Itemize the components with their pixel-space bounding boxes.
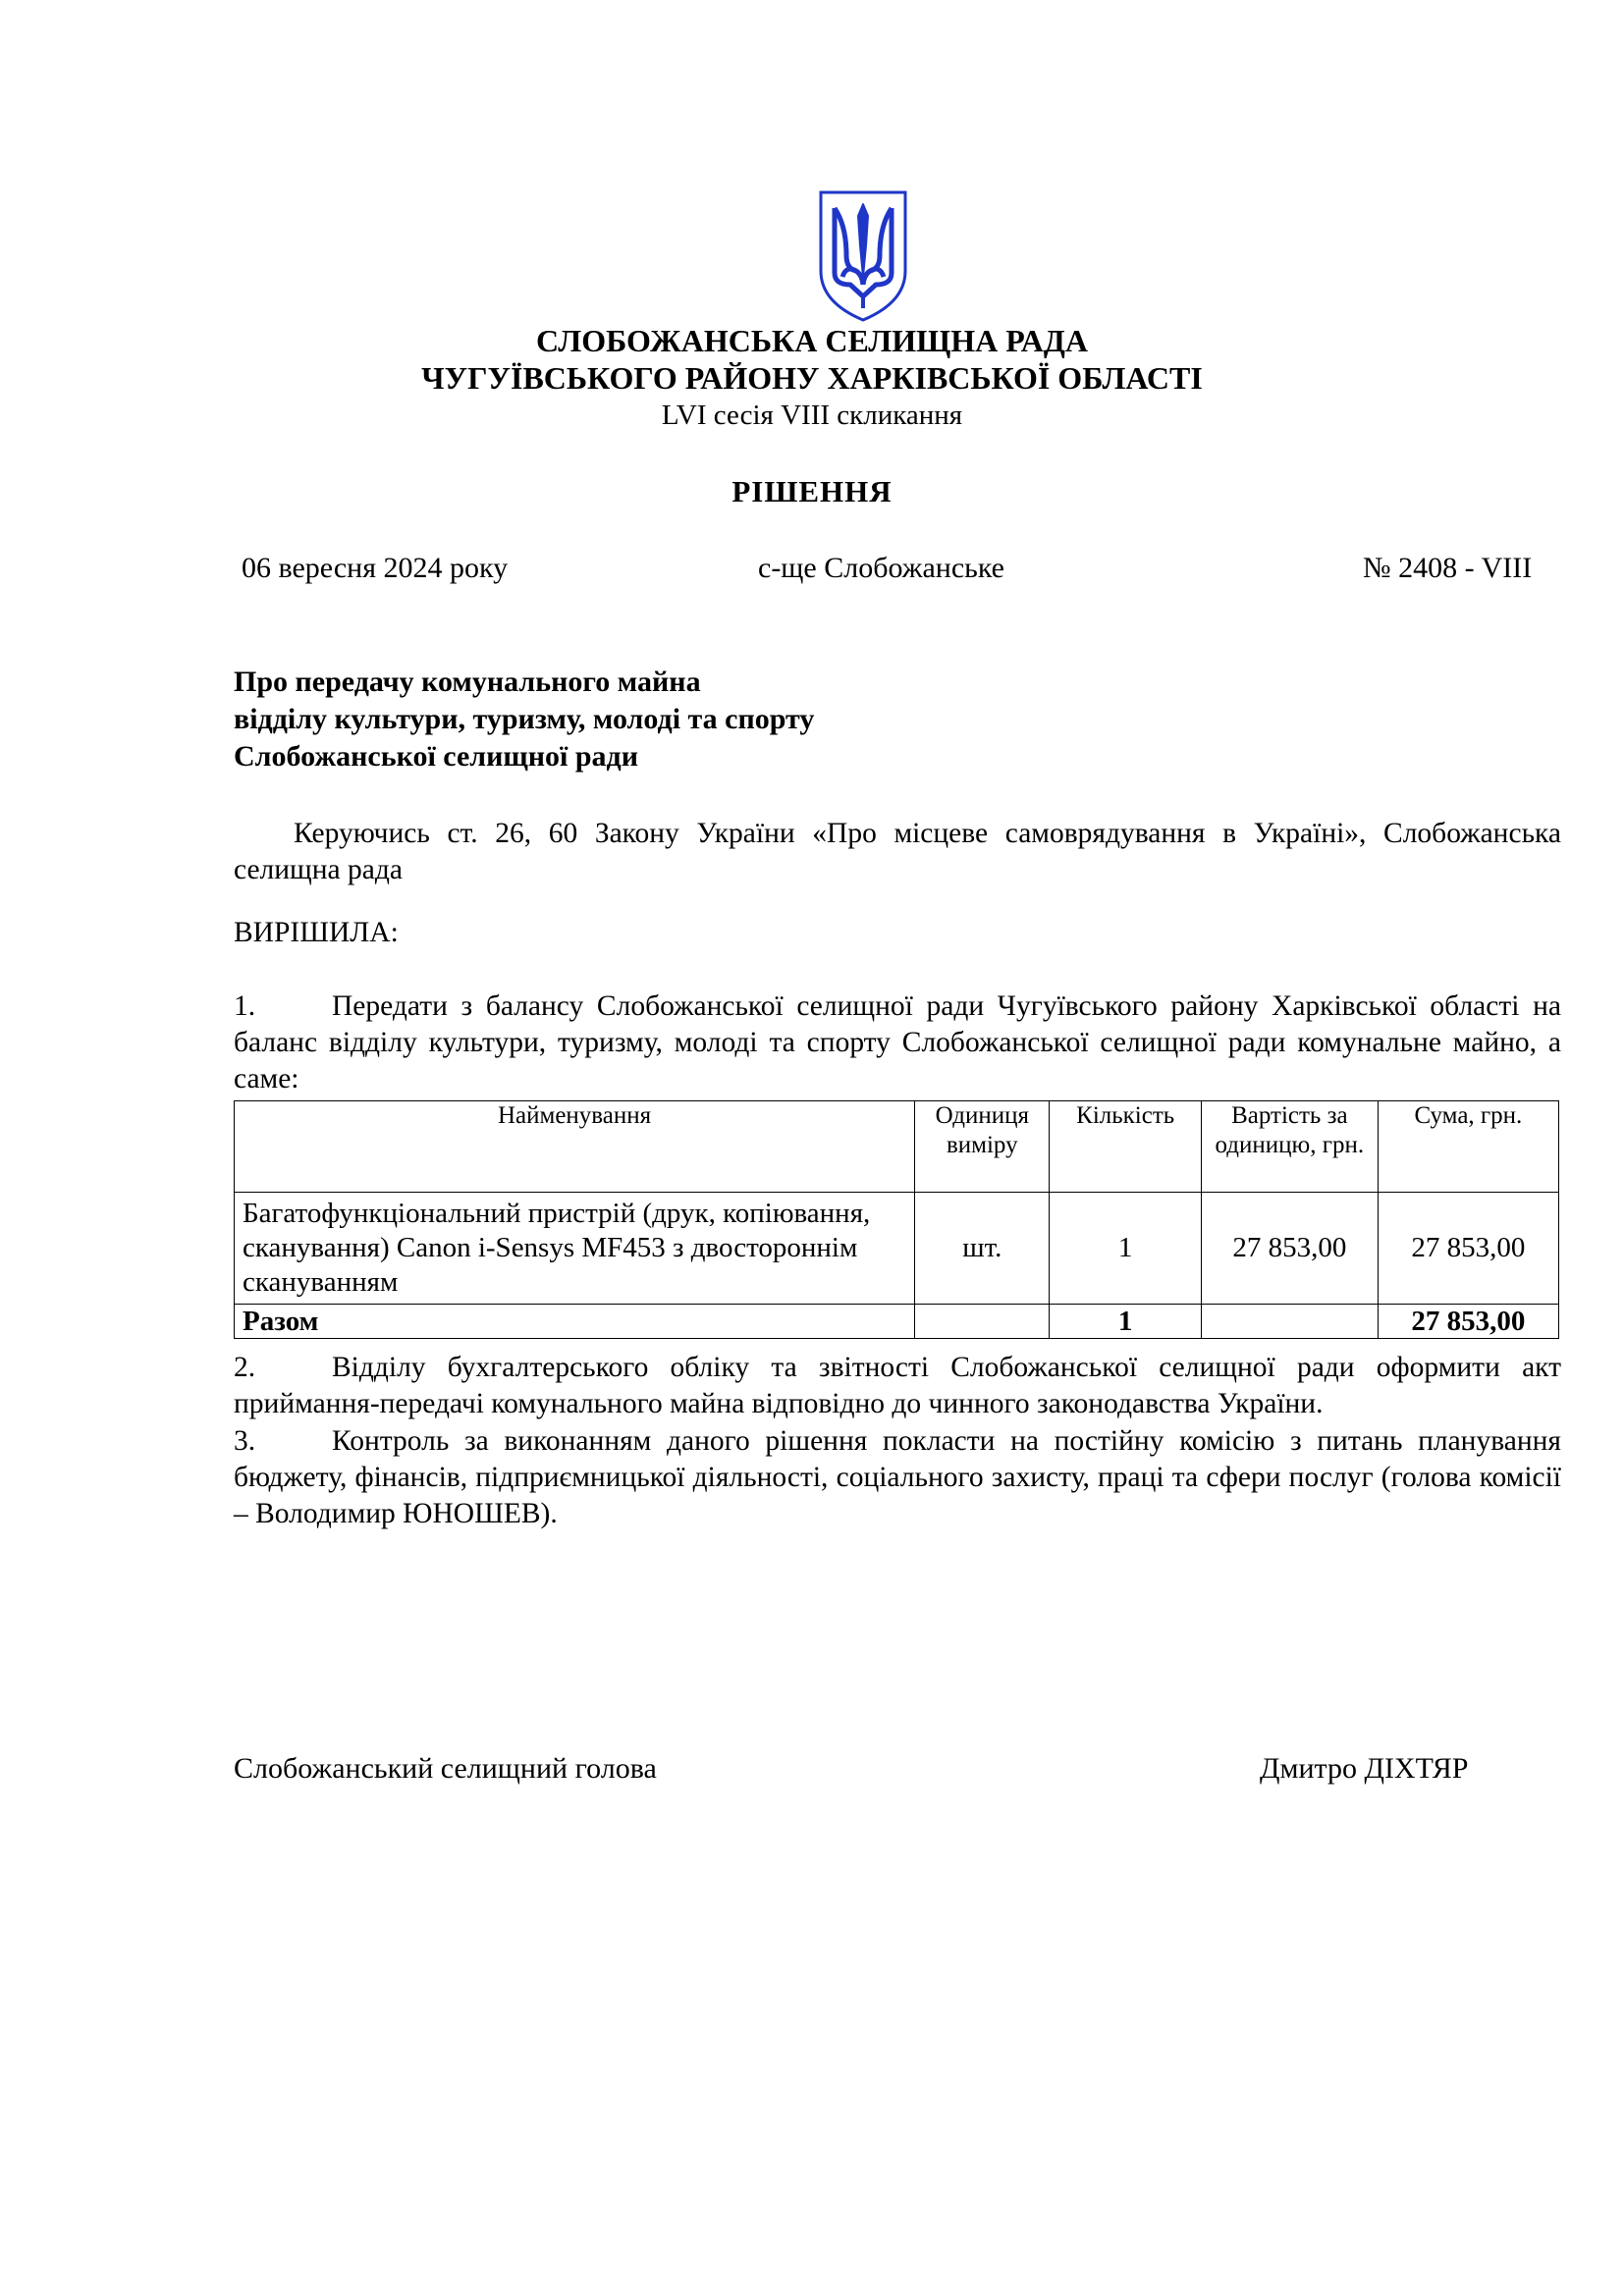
- signatory-position: Слобожанський селищний голова: [234, 1752, 657, 1785]
- total-sum: 27 853,00: [1378, 1305, 1558, 1339]
- subject-line: відділу культури, туризму, молоді та спорту: [234, 703, 815, 735]
- decision-number: № 2408 - VIII: [1363, 552, 1533, 584]
- item-text: Передати з балансу Слобожанської селищної ради Чугуївського району Харківської області на баланс відділу культури, туризму, молоді та спорту Слобожанської селищної ради комунальне майно, а саме:: [234, 990, 1561, 1095]
- property-table: [234, 1100, 1559, 1339]
- item-name-cell: Багатофункціональний пристрій (друк, копіювання, сканування) Canon i-Sensys MF453 з двостороннім скануванням: [235, 1193, 915, 1305]
- col-header-name: Найменування: [235, 1101, 915, 1193]
- table-header-row: [235, 1101, 1559, 1193]
- decision-place: с-ще Слобожанське: [758, 552, 1004, 584]
- col-header-price: Вартість за одиницю, грн.: [1201, 1101, 1378, 1193]
- subject-line: Про передачу комунального майна: [234, 666, 701, 698]
- decision-date: 06 вересня 2024 року: [242, 552, 509, 584]
- item-number: 1.: [234, 990, 256, 1022]
- session-line: LVI сесія VIII скликання: [661, 400, 963, 431]
- item-2: [234, 1350, 1561, 1422]
- unit-cell: шт.: [915, 1193, 1050, 1305]
- col-header-unit: Одиниця виміру: [915, 1101, 1050, 1193]
- signatory-name: Дмитро ДІХТЯР: [1260, 1752, 1469, 1785]
- item-1: [234, 988, 1561, 1097]
- total-qty: 1: [1050, 1305, 1201, 1339]
- trident-emblem-icon: [817, 187, 909, 324]
- total-unit-empty: [915, 1305, 1050, 1339]
- council-name: СЛОБОЖАНСЬКА СЕЛИЩНА РАДА: [536, 323, 1088, 358]
- item-text: Відділу бухгалтерського обліку та звітності Слобожанської селищної ради оформити акт приймання-передачі комунального майна відповідно до чинного законодавства України.: [234, 1352, 1561, 1419]
- col-header-qty: Кількість: [1050, 1101, 1201, 1193]
- document-title: РІШЕННЯ: [731, 474, 893, 508]
- item-text: Контроль за виконанням даного рішення покласти на постійну комісію з питань планування бюджету, фінансів, підприємницької діяльності, соціального захисту, праці та сфери послуг (голова комісії – Володимир ЮНОШЕВ).: [234, 1425, 1561, 1529]
- item-number: 3.: [234, 1425, 256, 1457]
- total-label: Разом: [235, 1305, 915, 1339]
- sum-cell: 27 853,00: [1378, 1193, 1558, 1305]
- total-price-empty: [1201, 1305, 1378, 1339]
- price-cell: 27 853,00: [1201, 1193, 1378, 1305]
- preamble: Керуючись ст. 26, 60 Закону України «Про місцеве самоврядування в Україні», Слобожанська селищна рада: [234, 818, 1561, 885]
- item-number: 2.: [234, 1352, 256, 1383]
- table-row: [235, 1193, 1559, 1305]
- decision-subject: [234, 664, 814, 775]
- col-header-sum: Сума, грн.: [1378, 1101, 1558, 1193]
- table-total-row: [235, 1305, 1559, 1339]
- qty-cell: 1: [1050, 1193, 1201, 1305]
- district-name: ЧУГУЇВСЬКОГО РАЙОНУ ХАРКІВСЬКОЇ ОБЛАСТІ: [421, 360, 1203, 396]
- resolved-heading: ВИРІШИЛА:: [234, 917, 399, 948]
- item-3: [234, 1423, 1561, 1532]
- subject-line: Слобожанської селищної ради: [234, 740, 639, 773]
